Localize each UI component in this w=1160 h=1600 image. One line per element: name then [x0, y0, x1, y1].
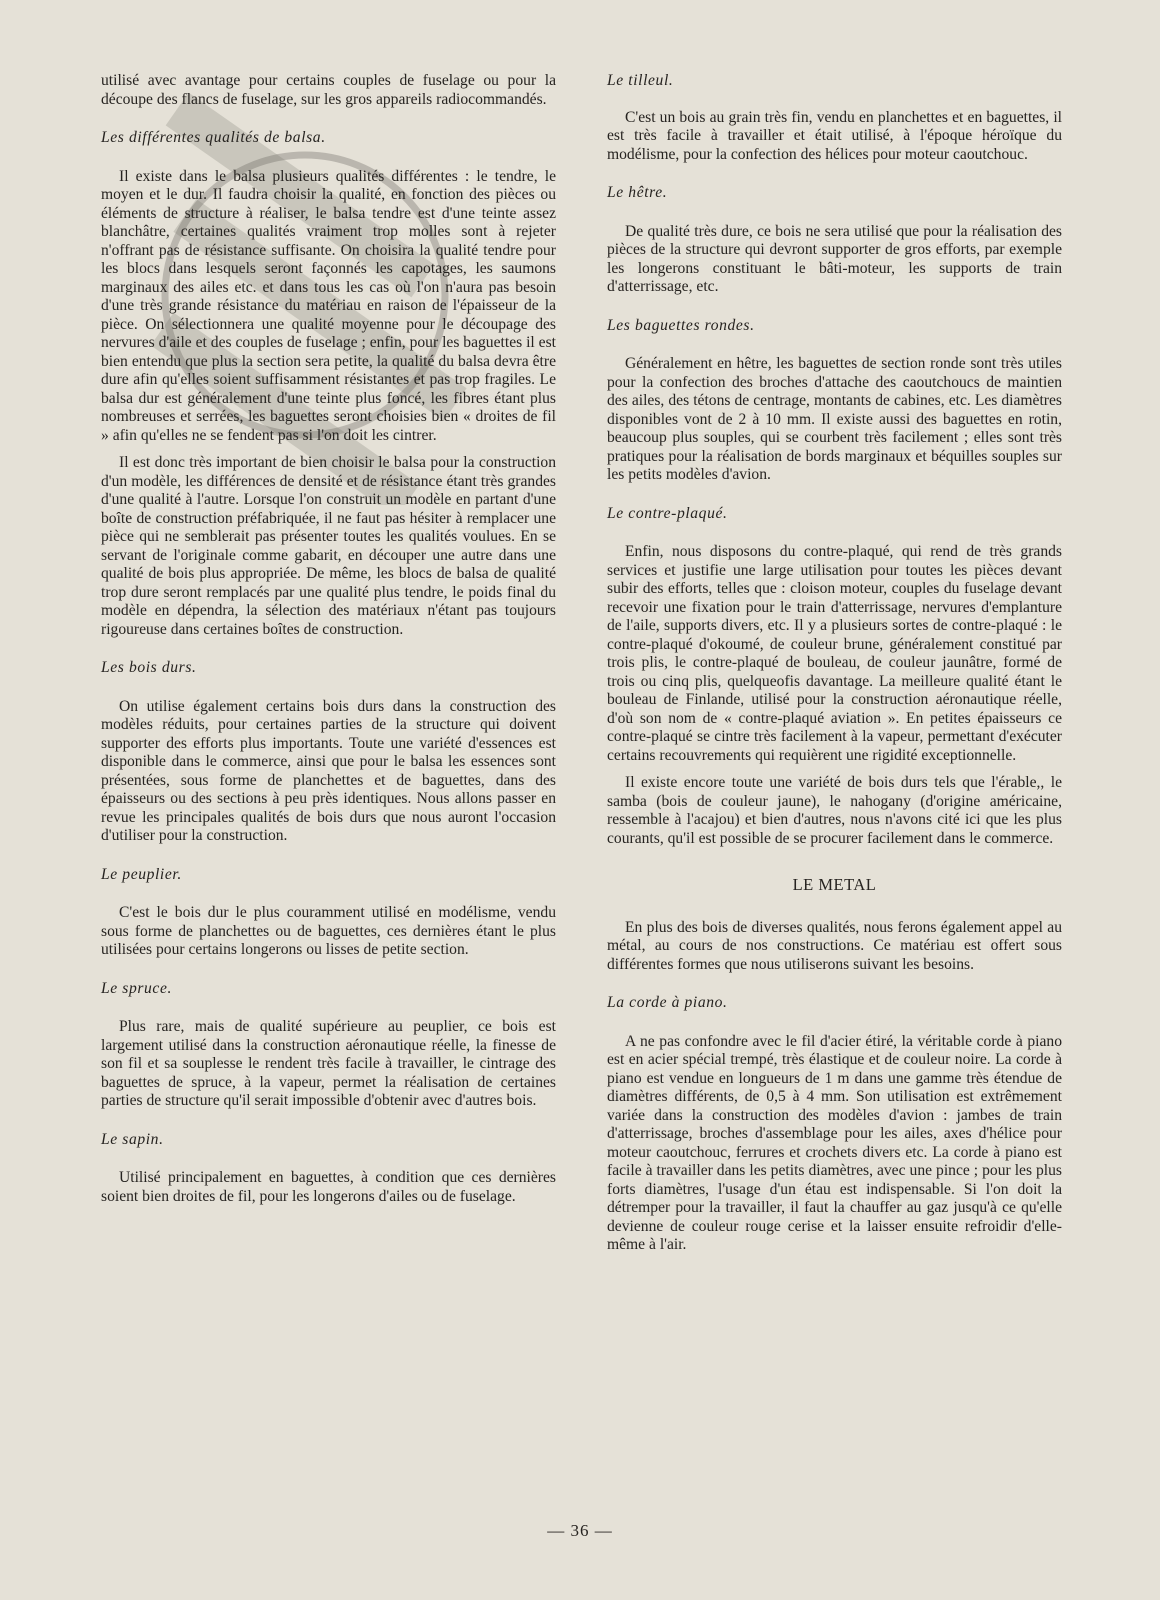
paragraph: Il existe encore toute une variété de bois durs tels que l'érable,, le samba (bois de couleur jaune), le nahogany (d'origine américaine, ressemble à l'acajou) et bien d'autres, nous n'avons cité ici que les plus courants, qu'il est possible de se procurer facilement dans le commerce.: [607, 774, 1062, 847]
section-heading: Les baguettes rondes.: [607, 316, 755, 334]
section-heading: Les bois durs.: [101, 659, 197, 676]
section-heading: Le sapin.: [101, 1130, 164, 1148]
section-heading: Le tilleul.: [607, 72, 674, 89]
chapter-title: LE METAL: [792, 875, 877, 894]
left-column: [101, 72, 556, 1215]
paragraph: Il est donc très important de bien choisir le balsa pour la construction d'un modèle, les différences de densité et de résistance étant très grandes d'une qualité à l'autre. Lorsque l'on construit un modèle en partant d'une boîte de construction préfabriquée, il ne faut pas hésiter à remplacer une pièce qui ne semblerait pas présenter toutes les qualités voulues. En se servant de l'originale comme gabarit, en découper une autre dans une qualité de bois plus appropriée. De même, les blocs de balsa de qualité trop dure seront remplacés par une qualité plus tendre, le poids final du modèle en dépendra, la sélection des matériaux n'étant pas toujours rigoureuse dans certaines boîtes de construction.: [101, 454, 556, 638]
paragraph: C'est le bois dur le plus couramment utilisé en modélisme, vendu sous forme de planchettes ou de baguettes, ces dernières étant le plus utilisées pour certains longerons ou lisses de petite section.: [101, 904, 556, 958]
section-heading: La corde à piano.: [607, 994, 728, 1011]
page-number: — 36 —: [547, 1521, 613, 1540]
right-column: [607, 72, 1062, 1264]
paragraph: On utilise également certains bois durs dans la construction des modèles réduits, pour certaines parties de la structure qui doivent supporter des efforts plus importants. Toute une variété d'essences est disponible dans le commerce, ainsi que pour le balsa les essences sont présentées, sous forme de planchettes et de baguettes, dans des épaisseurs ou des sections à peu près identiques. Nous allons passer en revue les principales qualités de bois durs que nous auront l'occasion d'utiliser pour la construction.: [101, 697, 556, 844]
paragraph: Il existe dans le balsa plusieurs qualités différentes : le tendre, le moyen et le dur. Il faudra choisir la qualité, en fonction des pièces ou éléments de structure à réaliser, le balsa tendre est d'une teinte assez blanchâtre, certaines qualités vraiment trop molles sont à rejeter n'offrant pas de résistance suffisante. On choisira la qualité tendre pour les blocs dans lesquels seront façonnés les capotages, les saumons marginaux des ailes etc. et dans tous les cas où l'on n'aura pas besoin d'une très grande résistance du matériau en raison de l'épaisseur de la pièce. On sélectionnera une qualité moyenne pour le découpage des nervures d'aile et des couples de fuselage ; enfin, pour les baguettes il est bien entendu que plus la section sera petite, la qualité du balsa devra être dure afin qu'elles soient suffisamment résistantes et pas trop fragiles. Le balsa dur est généralement d'une teinte plus foncé, les fibres étant plus nombreuses et serrées, les baguettes seront choisies bien « droites de fil » afin qu'elles ne se fendent pas si l'on doit les cintrer.: [101, 167, 556, 444]
section-heading: Le hêtre.: [607, 184, 668, 201]
paragraph: De qualité très dure, ce bois ne sera utilisé que pour la réalisation des pièces de la structure qui devront supporter de gros efforts, par exemple les longerons constituant le bâti-moteur, les supports de train d'atterrissage, etc.: [607, 222, 1062, 295]
paragraph: Utilisé principalement en baguettes, à condition que ces dernières soient bien droites de fil, pour les longerons d'ailes ou de fuselage.: [101, 1169, 556, 1205]
paragraph: Enfin, nous disposons du contre-plaqué, qui rend de très grands services et justifie une large utilisation pour toutes les pièces devant subir des efforts, telles que : cloison moteur, couples du fuselage devant recevoir une fixation pour le train d'atterrissage, nervures d'emplanture de l'aile, supports divers, etc. Il y a plusieurs sortes de contre-plaqué : le contre-plaqué d'okoumé, de couleur brune, généralement constitué par trois plis, le contre-plaqué de bouleau, de couleur jaunâtre, formé de trois ou cinq plis, quelqueofis davantage. La meilleure qualité étant le bouleau de Finlande, utilisé pour la construction aéronautique réelle, d'où son nom de « contre-plaqué aviation ». En petites épaisseurs ce contre-plaqué se cintre très facilement à la vapeur, permettant d'exécuter certains recouvrements qui requièrent une rigidité exceptionnelle.: [607, 543, 1062, 764]
section-heading: Les différentes qualités de balsa.: [101, 129, 326, 146]
paragraph: Plus rare, mais de qualité supérieure au peuplier, ce bois est largement utilisé dans la construction aéronautique réelle, la finesse de son fil et sa souplesse le rendent très facile à travailler, le cintrage des baguettes de spruce, à la vapeur, permet la réalisation de certaines parties de structure qu'il serait impossible d'obtenir avec d'autres bois.: [101, 1018, 556, 1109]
paragraph: A ne pas confondre avec le fil d'acier étiré, la véritable corde à piano est en acier spécial trempé, très élastique et de couleur noire. La corde à piano est vendue en longueurs de 1 m dans une gamme très étendue de diamètres différents, de 0,5 à 4 mm. Son utilisation est extrêmement variée dans la construction des modèles d'avion : jambes de train d'atterrissage, broches d'assemblage pour les ailes, axes d'hélice pour moteur caoutchouc, ferrures et crochets divers etc. La corde à piano est facile à travailler dans les petits diamètres, avec une pince ; pour les plus forts diamètres, l'usage d'un étau est indispensable. Si l'on doit la détremper pour la travailler, il faut la chauffer au gaz jusqu'à ce qu'elle devienne de couleur rouge cerise et la laisser ensuite refroidir d'elle-même à l'air.: [607, 1032, 1062, 1253]
section-heading: Le contre-plaqué.: [607, 504, 728, 522]
section-heading: Le spruce.: [101, 979, 172, 997]
paragraph: Généralement en hêtre, les baguettes de section ronde sont très utiles pour la confection des broches d'attache des caoutchoucs de maintien des ailes, des tétons de centrage, montants de cabines, etc. Les diamètres disponibles vont de 2 à 10 mm. Il existe aussi des baguettes en rotin, beaucoup plus souples, qui se courbent très facilement ; elles sont très pratiques pour la réalisation de bords marginaux et béquilles souples sur les petits modèles d'avion.: [607, 355, 1062, 483]
paragraph: C'est un bois au grain très fin, vendu en planchettes et en baguettes, il est très facile à travailler et était utilisé, à l'époque héroïque du modélisme, pour la confection des hélices pour moteur caoutchouc.: [607, 108, 1062, 163]
section-heading: Le peuplier.: [101, 865, 182, 883]
paragraph: En plus des bois de diverses qualités, nous ferons également appel au métal, au cours de nos constructions. Ce matériau est offert sous différentes formes que nous utiliserons suivant les besoins.: [607, 918, 1062, 973]
paragraph: utilisé avec avantage pour certains couples de fuselage ou pour la découpe des flancs de fuselage, sur les gros appareils radiocommandés.: [101, 72, 556, 108]
